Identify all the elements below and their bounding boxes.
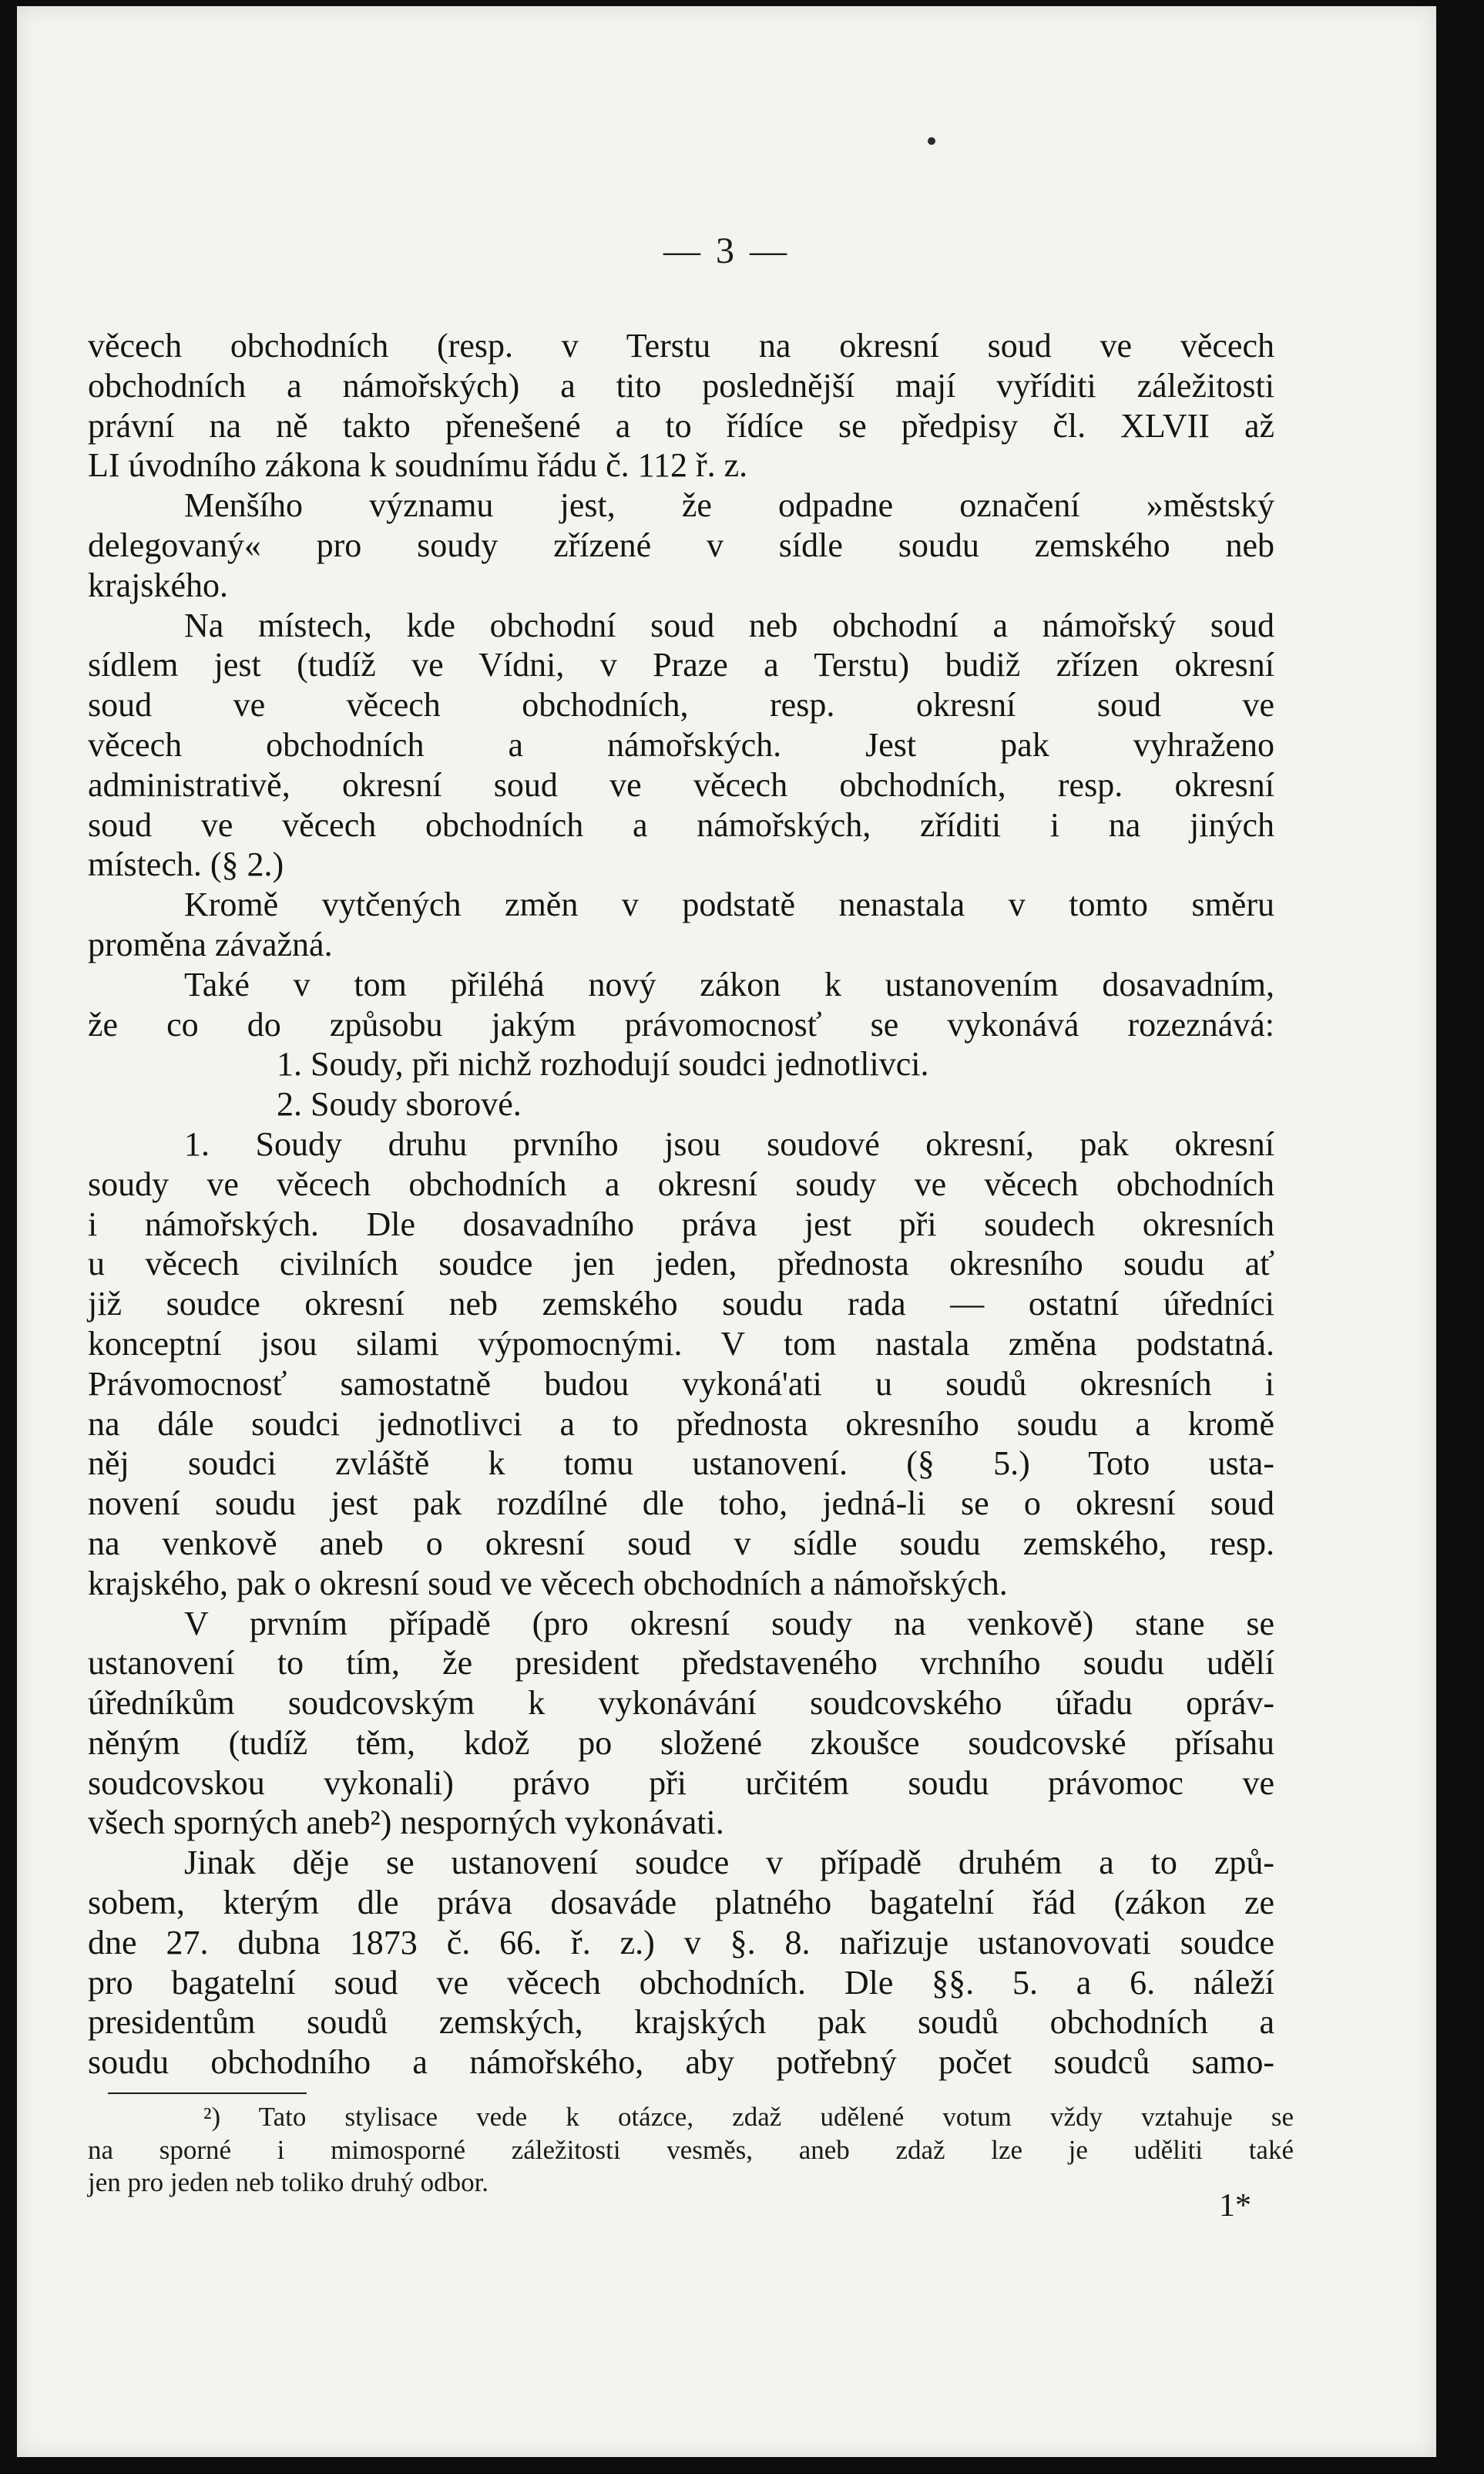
body-line: u věcech civilních soudce jen jeden, přednosta okresního soudu ať <box>88 1245 1274 1283</box>
body-line: úředníkům soudcovským k vykonávání soudcovského úřadu opráv- <box>88 1684 1274 1723</box>
body-line: soud ve věcech obchodních a námořských, zříditi i na jiných <box>88 805 1274 844</box>
signature-mark: 1* <box>1219 2188 1251 2224</box>
footnote-line: na sporné i mimosporné záležitosti vesměs, aneb zdaž lze je uděliti také <box>88 2134 1294 2165</box>
body-line: soudcovskou vykonali) právo při určitém soudu právomoc ve <box>88 1763 1274 1802</box>
list-item: 1. Soudy, při nichž rozhodují soudci jednotlivci. <box>277 1045 929 1084</box>
body-line: že co do způsobu jakým právomocnosť se vykonává rozeznává: <box>88 1005 1274 1044</box>
body-line: všech sporných aneb²) nesporných vykonávati. <box>88 1803 724 1842</box>
body-text <box>88 326 1274 2082</box>
body-line: konceptní jsou silami výpomocnými. V tom nastala změna podstatná. <box>88 1324 1274 1363</box>
body-line: proměna závažná. <box>88 925 333 963</box>
body-line: LI úvodního zákona k soudnímu řádu č. 112 ř. z. <box>88 446 748 485</box>
document-page <box>17 6 1436 2457</box>
body-line: něným (tudíž těm, kdož po složené zkoušce soudcovské přísahu <box>88 1723 1274 1762</box>
body-line: soudy ve věcech obchodních a okresní soudy ve věcech obchodních <box>88 1165 1274 1203</box>
body-line: krajského. <box>88 566 229 604</box>
list-item: 2. Soudy sborové. <box>277 1085 522 1124</box>
footnote-line: ²) Tato stylisace vede k otázce, zdaž udělené votum vždy vztahuje se <box>203 2102 1294 2132</box>
body-line: Jinak děje se ustanovení soudce v případě druhém a to způ- <box>184 1844 1274 1882</box>
body-line: pro bagatelní soud ve věcech obchodních. Dle §§. 5. a 6. náleží <box>88 1963 1274 2002</box>
body-line: místech. (§ 2.) <box>88 845 284 884</box>
body-line: na dále soudci jednotlivci a to přednosta okresního soudu a kromě <box>88 1404 1274 1443</box>
body-line: krajského, pak o okresní soud ve věcech obchodních a námořských. <box>88 1564 1008 1602</box>
body-line: sobem, kterým dle práva dosaváde platného bagatelní řád (zákon ze <box>88 1884 1274 1922</box>
body-line: již soudce okresní neb zemského soudu rada — ostatní úředníci <box>88 1285 1274 1323</box>
body-line: Právomocnosť samostatně budou vykoná'ati u soudů okresních i <box>88 1364 1274 1403</box>
body-line: Také v tom přiléhá nový zákon k ustanovením dosavadním, <box>184 965 1274 1003</box>
body-line: právní na ně takto přenešené a to řídíce se předpisy čl. XLVII až <box>88 406 1274 445</box>
body-line: obchodních a námořských) a tito poslednější mají vyříditi záležitosti <box>88 366 1274 405</box>
body-line: věcech obchodních a námořských. Jest pak vyhraženo <box>88 725 1274 764</box>
footnotes <box>88 2101 1294 2200</box>
body-line: soudu obchodního a námořského, aby potřebný počet soudců samo- <box>88 2043 1274 2082</box>
body-line: něj soudci zvláště k tomu ustanovení. (§ 5.) Toto usta- <box>88 1444 1274 1483</box>
body-line: V prvním případě (pro okresní soudy na venkově) stane se <box>184 1604 1274 1642</box>
body-line: věcech obchodních (resp. v Terstu na okresní soud ve věcech <box>88 327 1274 365</box>
body-line: ustanovení to tím, že president představeného vrchního soudu udělí <box>88 1644 1274 1682</box>
body-line: novení soudu jest pak rozdílné dle toho, jedná-li se o okresní soud <box>88 1484 1274 1523</box>
body-line: i námořských. Dle dosavadního práva jest při soudech okresních <box>88 1205 1274 1243</box>
body-line: 1. Soudy druhu prvního jsou soudové okresní, pak okresní <box>184 1124 1274 1163</box>
page-number: — 3 — <box>663 230 790 271</box>
body-line: delegovaný« pro soudy zřízené v sídle soudu zemského neb <box>88 526 1274 564</box>
body-line: dne 27. dubna 1873 č. 66. ř. z.) v §. 8. nařizuje ustanovovati soudce <box>88 1923 1274 1961</box>
body-line: Kromě vytčených změn v podstatě nenastala v tomto směru <box>184 886 1274 924</box>
body-line: na venkově aneb o okresní soud v sídle soudu zemského, resp. <box>88 1524 1274 1562</box>
body-line: Na místech, kde obchodní soud neb obchodní a námořský soud <box>184 606 1274 644</box>
body-line: Menšího významu jest, že odpadne označení »městský <box>184 486 1274 525</box>
body-line: presidentům soudů zemských, krajských pak soudů obchodních a <box>88 2003 1274 2042</box>
ink-speck <box>928 137 935 145</box>
footnote-line: jen pro jeden neb toliko druhý odbor. <box>88 2167 489 2197</box>
body-line: soud ve věcech obchodních, resp. okresní soud ve <box>88 686 1274 724</box>
body-line: administrativě, okresní soud ve věcech obchodních, resp. okresní <box>88 765 1274 804</box>
footnote-separator <box>108 2092 307 2094</box>
body-line: sídlem jest (tudíž ve Vídni, v Praze a Terstu) budiž zřízen okresní <box>88 646 1274 684</box>
